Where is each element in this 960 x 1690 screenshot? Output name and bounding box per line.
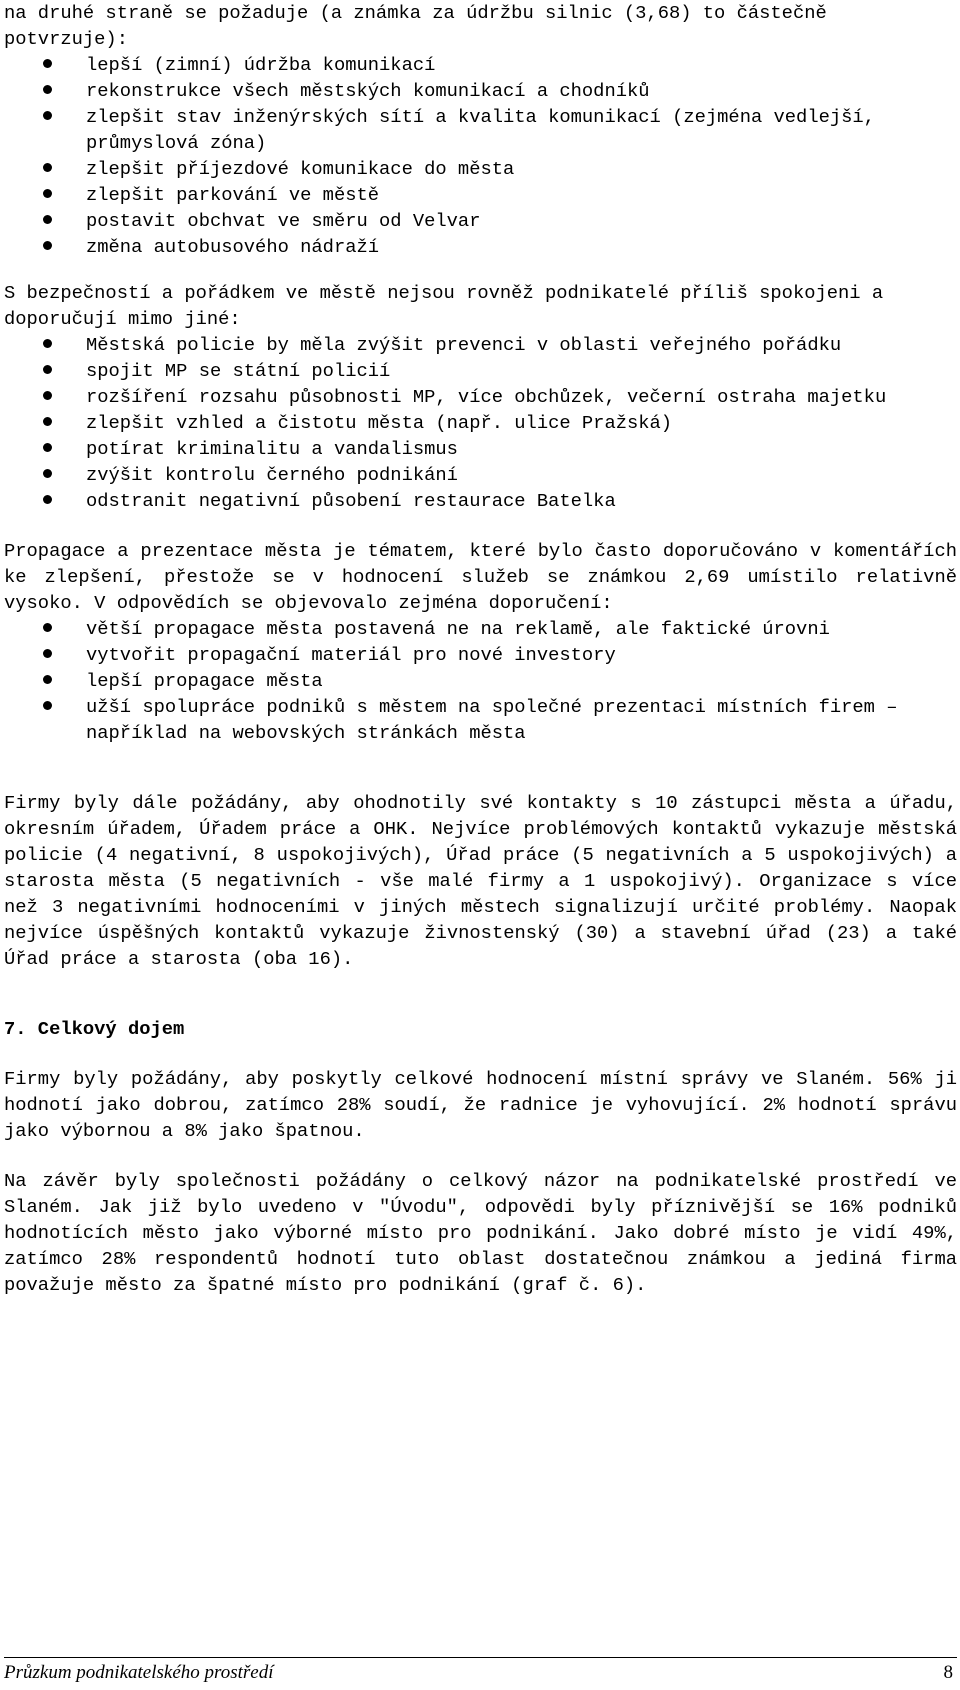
document-page xyxy=(4,0,957,1298)
bullet-icon xyxy=(43,111,52,120)
list-item: zlepšit vzhled a čistotu města (např. ulice Pražská) xyxy=(4,410,957,436)
page-number: 8 xyxy=(943,1662,953,1683)
list-item: lepší propagace města xyxy=(4,668,957,694)
bullet-icon xyxy=(43,189,52,198)
safety-paragraph: S bezpečností a pořádkem ve městě nejsou rovněž podnikatelé příliš spokojeni a doporučují mimo jiné: xyxy=(4,282,884,330)
list-item: větší propagace města postavená ne na reklamě, ale faktické úrovni xyxy=(4,616,957,642)
bullet-icon xyxy=(43,241,52,250)
list-item: postavit obchvat ve směru od Velvar xyxy=(4,208,957,234)
list-item: zlepšit příjezdové komunikace do města xyxy=(4,156,957,182)
bullet-icon xyxy=(43,163,52,172)
list-item: rekonstrukce všech městských komunikací a chodníků xyxy=(4,78,957,104)
bullet-icon xyxy=(43,675,52,684)
intro-paragraph: na druhé straně se požaduje (a známka za údržbu silnic (3,68) to částečně potvrzuje): xyxy=(4,2,827,50)
list-item: lepší (zimní) údržba komunikací xyxy=(4,52,957,78)
contacts-paragraph: Firmy byly dále požádány, aby ohodnotily své kontakty s 10 zástupci města a úřadu, okresním úřadem, Úřadem práce a OHK. Nejvíce problémových kontaktů vykazuje městská policie (4 negativní, 8 uspokojivých), Úřad práce (5 negativních a 5 uspokojivých) a starosta města (5 negativních - vše malé firmy a 1 uspokojivý). Organizace s více než 3 negativními hodnoceními v jiných městech signalizují určité problémy. Naopak nejvíce úspěšných kontaktů vykazuje živnostenský (30) a stavební úřad (23) a také Úřad práce a starosta (oba 16). xyxy=(4,792,957,970)
page-footer xyxy=(4,1657,957,1686)
bullet-icon xyxy=(43,85,52,94)
list-item: zlepšit stav inženýrských sítí a kvalita komunikací (zejména vedlejší, průmyslová zóna) xyxy=(4,104,957,156)
road-requests-list xyxy=(4,52,957,260)
list-item: změna autobusového nádraží xyxy=(4,234,957,260)
bullet-icon xyxy=(43,623,52,632)
list-item: zlepšit parkování ve městě xyxy=(4,182,957,208)
list-item: Městská policie by měla zvýšit prevenci v oblasti veřejného pořádku xyxy=(4,332,957,358)
bullet-icon xyxy=(43,649,52,658)
bullet-icon xyxy=(43,469,52,478)
bullet-icon xyxy=(43,701,52,710)
bullet-icon xyxy=(43,365,52,374)
list-item: spojit MP se státní policií xyxy=(4,358,957,384)
list-item: zvýšit kontrolu černého podnikání xyxy=(4,462,957,488)
list-item: odstranit negativní působení restaurace Batelka xyxy=(4,488,957,514)
safety-recommendations-list xyxy=(4,332,957,514)
bullet-icon xyxy=(43,339,52,348)
section-heading: 7. Celkový dojem xyxy=(4,1018,185,1040)
overall-rating-paragraph: Firmy byly požádány, aby poskytly celkové hodnocení místní správy ve Slaném. 56% ji hodnotí jako dobrou, zatímco 28% soudí, že radnice je vyhovující. 2% hodnotí správu jako výbornou a 8% jako špatnou. xyxy=(4,1068,957,1142)
promotion-recommendations-list xyxy=(4,616,957,746)
list-item: rozšíření rozsahu působnosti MP, více obchůzek, večerní ostraha majetku xyxy=(4,384,957,410)
bullet-icon xyxy=(43,215,52,224)
list-item: potírat kriminalitu a vandalismus xyxy=(4,436,957,462)
business-environment-paragraph: Na závěr byly společnosti požádány o celkový názor na podnikatelské prostředí ve Slaném. Jak již bylo uvedeno v "Úvodu", odpovědi byly příznivější se 16% podniků hodnotících město jako výborné místo pro podnikání. Jako dobré místo je vidí 49%, zatímco 28% respondentů hodnotí tuto oblast dostatečnou známkou a jediná firma považuje město za špatné místo pro podnikání (graf č. 6). xyxy=(4,1170,957,1296)
bullet-icon xyxy=(43,495,52,504)
promotion-paragraph: Propagace a prezentace města je tématem, které bylo často doporučováno v komentářích ke zlepšení, přestože se v hodnocení služeb se známkou 2,69 umístilo relativně vysoko. V odpovědích se objevovalo zejména doporučení: xyxy=(4,540,957,614)
bullet-icon xyxy=(43,391,52,400)
bullet-icon xyxy=(43,443,52,452)
bullet-icon xyxy=(43,417,52,426)
list-item: užší spolupráce podniků s městem na společné prezentaci místních firem – například na webovských stránkách města xyxy=(4,694,957,746)
bullet-icon xyxy=(43,59,52,68)
footer-title: Průzkum podnikatelského prostředí xyxy=(4,1662,274,1683)
list-item: vytvořit propagační materiál pro nové investory xyxy=(4,642,957,668)
